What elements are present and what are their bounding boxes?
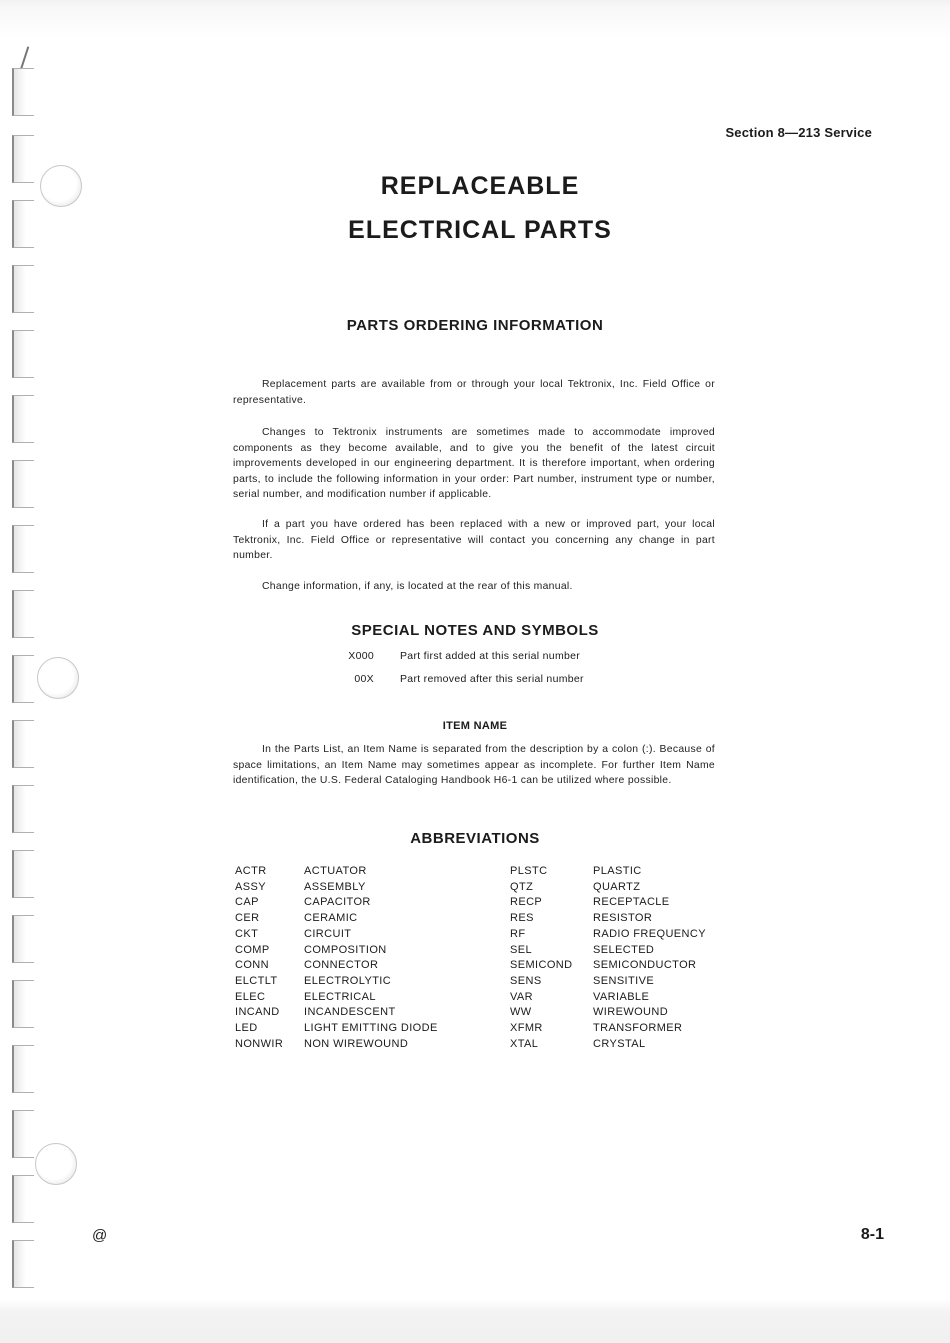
- abbr-meaning: SENSITIVE: [593, 974, 655, 987]
- abbr-meaning: TRANSFORMER: [593, 1022, 683, 1035]
- ordering-paragraph: Change information, if any, is located at the rear of this manual.: [262, 581, 573, 592]
- binder-slot: [12, 850, 34, 898]
- binder-slot: [12, 525, 34, 573]
- abbr-meaning: RESISTOR: [593, 912, 653, 925]
- abbr-code: WW: [510, 1006, 532, 1019]
- binder-slot: [12, 1110, 34, 1158]
- abbr-code: ELCTLT: [235, 974, 278, 987]
- abbr-code: RES: [510, 912, 534, 925]
- binder-slot: [12, 200, 34, 248]
- abbr-code: CKT: [235, 927, 259, 940]
- abbr-code: CONN: [235, 959, 269, 972]
- abbr-code: RECP: [510, 896, 543, 909]
- binder-slot: [12, 330, 34, 378]
- binder-slot: [12, 785, 34, 833]
- binder-slot: [12, 655, 34, 703]
- abbr-meaning: WIREWOUND: [593, 1006, 669, 1019]
- parts-ordering-heading: PARTS ORDERING INFORMATION: [346, 317, 604, 334]
- item-name-paragraph: In the Parts List, an Item Name is separated from the description by a colon (:). Because of space limitations, an Item Name may sometimes appear as incomplete. For further Item Name identification, the U.S. Federal Cataloging Handbook H6-1 can be utilized where possible.: [233, 744, 715, 786]
- abbr-meaning: CERAMIC: [304, 912, 358, 925]
- abbr-meaning: COMPOSITION: [304, 943, 387, 956]
- symbol-code: X000: [348, 650, 374, 662]
- symbol-description: Part removed after this serial number: [400, 673, 584, 685]
- abbr-code: XFMR: [510, 1022, 543, 1035]
- abbr-code: PLSTC: [510, 865, 548, 877]
- footer-symbol: @: [92, 1227, 108, 1244]
- abbr-code: INCAND: [235, 1006, 280, 1019]
- abbr-meaning: CRYSTAL: [593, 1037, 646, 1050]
- abbr-code: CAP: [235, 896, 259, 909]
- abbreviations-heading: ABBREVIATIONS: [410, 830, 540, 847]
- abbreviation-column-right-full: [593, 864, 706, 1052]
- binder-hole: [37, 657, 79, 699]
- ordering-paragraph: Replacement parts are available from or through your local Tektronix, Inc. Field Office or representative.: [233, 379, 715, 406]
- abbr-code: LED: [235, 1022, 258, 1035]
- abbr-meaning: ASSEMBLY: [304, 880, 366, 893]
- abbr-meaning: CONNECTOR: [304, 959, 379, 972]
- page-number: 8-1: [860, 1226, 884, 1243]
- section-header: Section 8—213 Service: [725, 125, 872, 140]
- abbr-meaning: CAPACITOR: [304, 896, 371, 909]
- page-title-line-1: REPLACEABLE: [380, 172, 580, 200]
- binder-slot: [12, 395, 34, 443]
- abbr-code: XTAL: [510, 1037, 539, 1050]
- ordering-paragraph: If a part you have ordered has been replaced with a new or improved part, your local Tektronix, Inc. Field Office or representative will contact you concerning any change in part number.: [233, 519, 715, 561]
- abbr-meaning: SELECTED: [593, 943, 655, 956]
- abbr-code: SEL: [510, 943, 532, 956]
- binder-slot: [12, 1175, 34, 1223]
- ordering-paragraph: Changes to Tektronix instruments are sometimes made to accommodate improved components as they become available, and to give you the benefit of the latest circuit improvements developed in our engineering department. It is therefore important, when ordering parts, to include the following information in your order: Part number, instrument type or number, serial number, and modification number if applicable.: [233, 427, 715, 500]
- abbreviation-column-left-full: [304, 864, 438, 1052]
- abbreviation-column-right-abbr: [510, 864, 572, 1052]
- abbr-meaning: LIGHT EMITTING DIODE: [304, 1022, 438, 1035]
- binder-slot: [12, 135, 34, 183]
- binder-slot: [12, 1045, 34, 1093]
- abbr-code: ACTR: [235, 865, 267, 877]
- item-name-heading: ITEM NAME: [442, 720, 508, 732]
- page-title-line-2: ELECTRICAL PARTS: [348, 216, 612, 244]
- abbr-meaning: CIRCUIT: [304, 927, 352, 940]
- abbr-code: SEMICOND: [510, 959, 573, 972]
- abbreviation-column-left-abbr: [235, 864, 283, 1052]
- abbr-meaning: NON WIREWOUND: [304, 1037, 409, 1050]
- abbr-code: RF: [510, 927, 526, 940]
- binder-slot: [12, 590, 34, 638]
- binder-slot: [12, 915, 34, 963]
- special-notes-heading: SPECIAL NOTES AND SYMBOLS: [351, 622, 599, 639]
- abbr-code: QTZ: [510, 880, 534, 893]
- abbr-code: ASSY: [235, 880, 266, 893]
- binder-slot: [12, 720, 34, 768]
- abbr-meaning: ACTUATOR: [304, 865, 367, 877]
- abbr-meaning: ELECTROLYTIC: [304, 974, 392, 987]
- abbr-meaning: RECEPTACLE: [593, 896, 670, 909]
- abbr-meaning: VARIABLE: [593, 990, 650, 1003]
- abbr-meaning: PLASTIC: [593, 865, 642, 877]
- abbr-meaning: ELECTRICAL: [304, 990, 376, 1003]
- binder-hole: [40, 165, 82, 207]
- abbr-code: NONWIR: [235, 1037, 284, 1050]
- binder-slot: [12, 265, 34, 313]
- binder-slot: [12, 68, 34, 116]
- abbr-code: CER: [235, 912, 260, 925]
- abbr-meaning: RADIO FREQUENCY: [593, 927, 706, 940]
- binder-slot: [12, 980, 34, 1028]
- binder-hole: [35, 1143, 77, 1185]
- abbr-code: COMP: [235, 943, 270, 956]
- binder-slot: [12, 460, 34, 508]
- abbr-code: SENS: [510, 974, 542, 987]
- abbr-meaning: SEMICONDUCTOR: [593, 959, 697, 972]
- symbol-description: Part first added at this serial number: [400, 650, 581, 662]
- abbr-meaning: QUARTZ: [593, 880, 641, 893]
- symbol-code: 00X: [354, 673, 374, 685]
- abbr-meaning: INCANDESCENT: [304, 1006, 396, 1019]
- binder-slot: [12, 1240, 34, 1288]
- abbr-code: VAR: [510, 990, 534, 1003]
- abbr-code: ELEC: [235, 990, 266, 1003]
